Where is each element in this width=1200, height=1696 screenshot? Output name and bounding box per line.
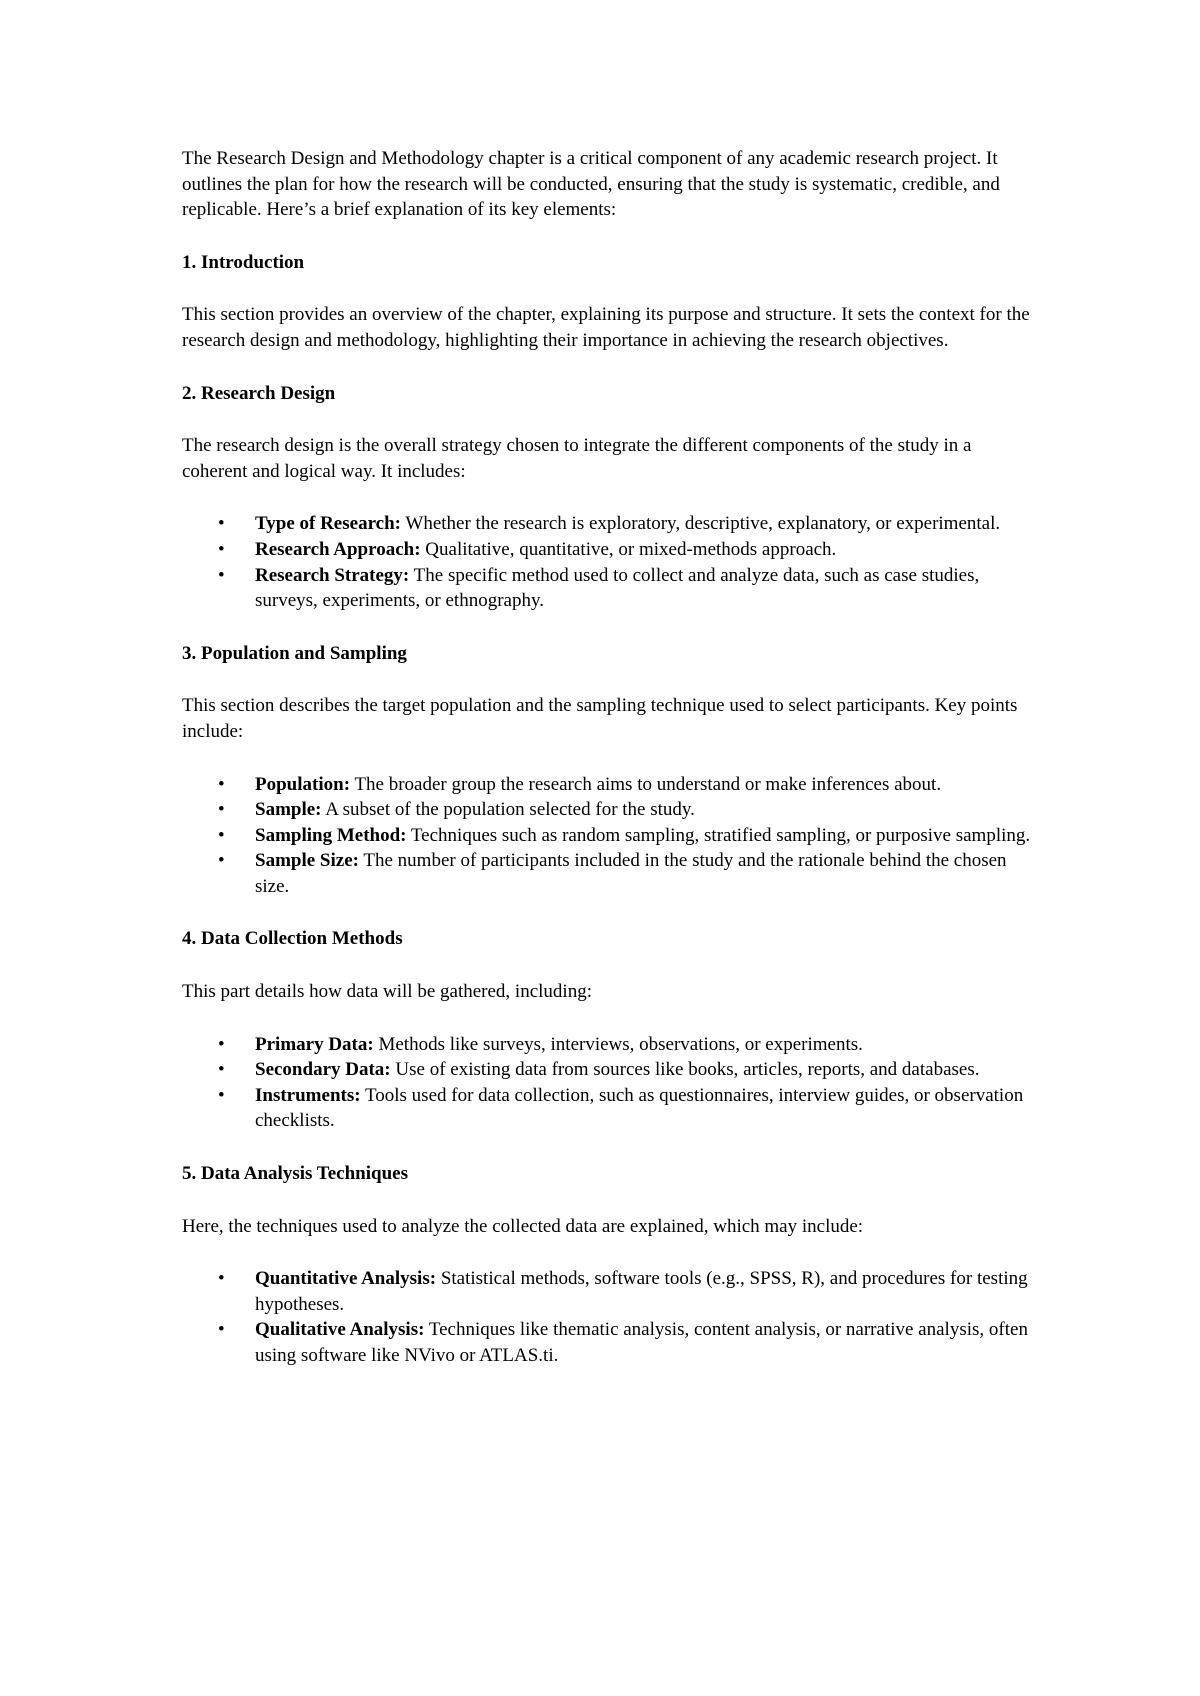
bullet-icon: • bbox=[218, 1319, 225, 1341]
item-term: Instruments: bbox=[255, 1084, 361, 1106]
bullet-icon: • bbox=[218, 1084, 225, 1106]
item-term: Research Approach: bbox=[255, 538, 421, 560]
section-5 bbox=[182, 1161, 1032, 1369]
item-text: Use of existing data from sources like books, articles, reports, and databases. bbox=[390, 1059, 980, 1081]
list-item bbox=[182, 848, 1032, 899]
bullet-icon: • bbox=[218, 1059, 225, 1081]
bullet-icon: • bbox=[218, 799, 225, 821]
bullet-icon: • bbox=[218, 773, 225, 795]
item-text: Techniques like thematic analysis, content analysis, or narrative analysis, often using software like NVivo or ATLAS.ti. bbox=[255, 1319, 1028, 1366]
list-item bbox=[182, 563, 1032, 614]
list-item bbox=[182, 1266, 1032, 1317]
item-text: A subset of the population selected for the study. bbox=[321, 799, 695, 821]
item-text: Techniques such as random sampling, stratified sampling, or purposive sampling. bbox=[406, 824, 1031, 846]
bullet-icon: • bbox=[218, 513, 225, 535]
item-text: The broader group the research aims to understand or make inferences about. bbox=[350, 773, 942, 795]
bullet-list bbox=[182, 1032, 1032, 1134]
section-paragraph: Here, the techniques used to analyze the collected data are explained, which may include: bbox=[182, 1215, 864, 1237]
item-text: Qualitative, quantitative, or mixed-methods approach. bbox=[420, 538, 837, 560]
section-paragraph: This section describes the target population and the sampling technique used to select participants. Key points include: bbox=[182, 695, 1018, 742]
item-text: Whether the research is exploratory, descriptive, explanatory, or experimental. bbox=[401, 513, 1001, 535]
bullet-icon: • bbox=[218, 1033, 225, 1055]
list-item bbox=[182, 537, 1032, 563]
list-item bbox=[182, 823, 1032, 849]
item-term: Qualitative Analysis: bbox=[255, 1319, 425, 1341]
section-heading: 2. Research Design bbox=[182, 382, 336, 404]
item-term: Sample Size: bbox=[255, 850, 359, 872]
item-term: Sample: bbox=[255, 799, 322, 821]
bullet-list bbox=[182, 511, 1032, 613]
sections-container bbox=[182, 250, 1032, 1369]
section-4 bbox=[182, 926, 1032, 1134]
item-text: The number of participants included in the study and the rationale behind the chosen size. bbox=[255, 850, 1007, 897]
item-text: Methods like surveys, interviews, observations, or experiments. bbox=[373, 1033, 863, 1055]
section-heading: 5. Data Analysis Techniques bbox=[182, 1163, 408, 1185]
bullet-icon: • bbox=[218, 850, 225, 872]
section-heading: 4. Data Collection Methods bbox=[182, 928, 403, 950]
bullet-list bbox=[182, 772, 1032, 900]
item-term: Secondary Data: bbox=[255, 1059, 391, 1081]
bullet-list bbox=[182, 1266, 1032, 1368]
bullet-icon: • bbox=[218, 1268, 225, 1290]
section-heading: 1. Introduction bbox=[182, 251, 305, 273]
section-paragraph: This part details how data will be gathered, including: bbox=[182, 981, 592, 1003]
item-text: The specific method used to collect and analyze data, such as case studies, surveys, experiments, or ethnography. bbox=[255, 564, 980, 612]
section-paragraph: The research design is the overall strategy chosen to integrate the different components of the study in a coherent and logical way. It includes: bbox=[182, 435, 972, 482]
item-term: Type of Research: bbox=[255, 513, 401, 535]
item-text: Tools used for data collection, such as questionnaires, interview guides, or observation checklists. bbox=[255, 1084, 1024, 1132]
section-paragraph: This section provides an overview of the chapter, explaining its purpose and structure. It sets the context for the research design and methodology, highlighting their importance in achieving the research objectives. bbox=[182, 304, 1030, 351]
list-item bbox=[182, 1083, 1032, 1134]
item-term: Research Strategy: bbox=[255, 564, 410, 586]
item-term: Primary Data: bbox=[255, 1033, 374, 1055]
list-item bbox=[182, 511, 1032, 537]
list-item bbox=[182, 1032, 1032, 1058]
item-term: Sampling Method: bbox=[255, 824, 407, 846]
section-2 bbox=[182, 381, 1032, 614]
section-3 bbox=[182, 641, 1032, 900]
list-item bbox=[182, 797, 1032, 823]
item-term: Population: bbox=[255, 773, 351, 795]
bullet-icon: • bbox=[218, 538, 225, 560]
bullet-icon: • bbox=[218, 824, 225, 846]
bullet-icon: • bbox=[218, 564, 225, 586]
document-body bbox=[182, 146, 1032, 1396]
item-text: Statistical methods, software tools (e.g., SPSS, R), and procedures for testing hypotheses. bbox=[255, 1268, 1028, 1315]
list-item bbox=[182, 1317, 1032, 1368]
list-item bbox=[182, 1057, 1032, 1083]
intro-paragraph: The Research Design and Methodology chapter is a critical component of any academic research project. It outlines the plan for how the research will be conducted, ensuring that the study is systematic, credible, and replicable. Here’s a brief explanation of its key elements: bbox=[182, 148, 1000, 221]
list-item bbox=[182, 772, 1032, 798]
section-1 bbox=[182, 250, 1032, 354]
item-term: Quantitative Analysis: bbox=[255, 1268, 437, 1290]
section-heading: 3. Population and Sampling bbox=[182, 642, 407, 664]
